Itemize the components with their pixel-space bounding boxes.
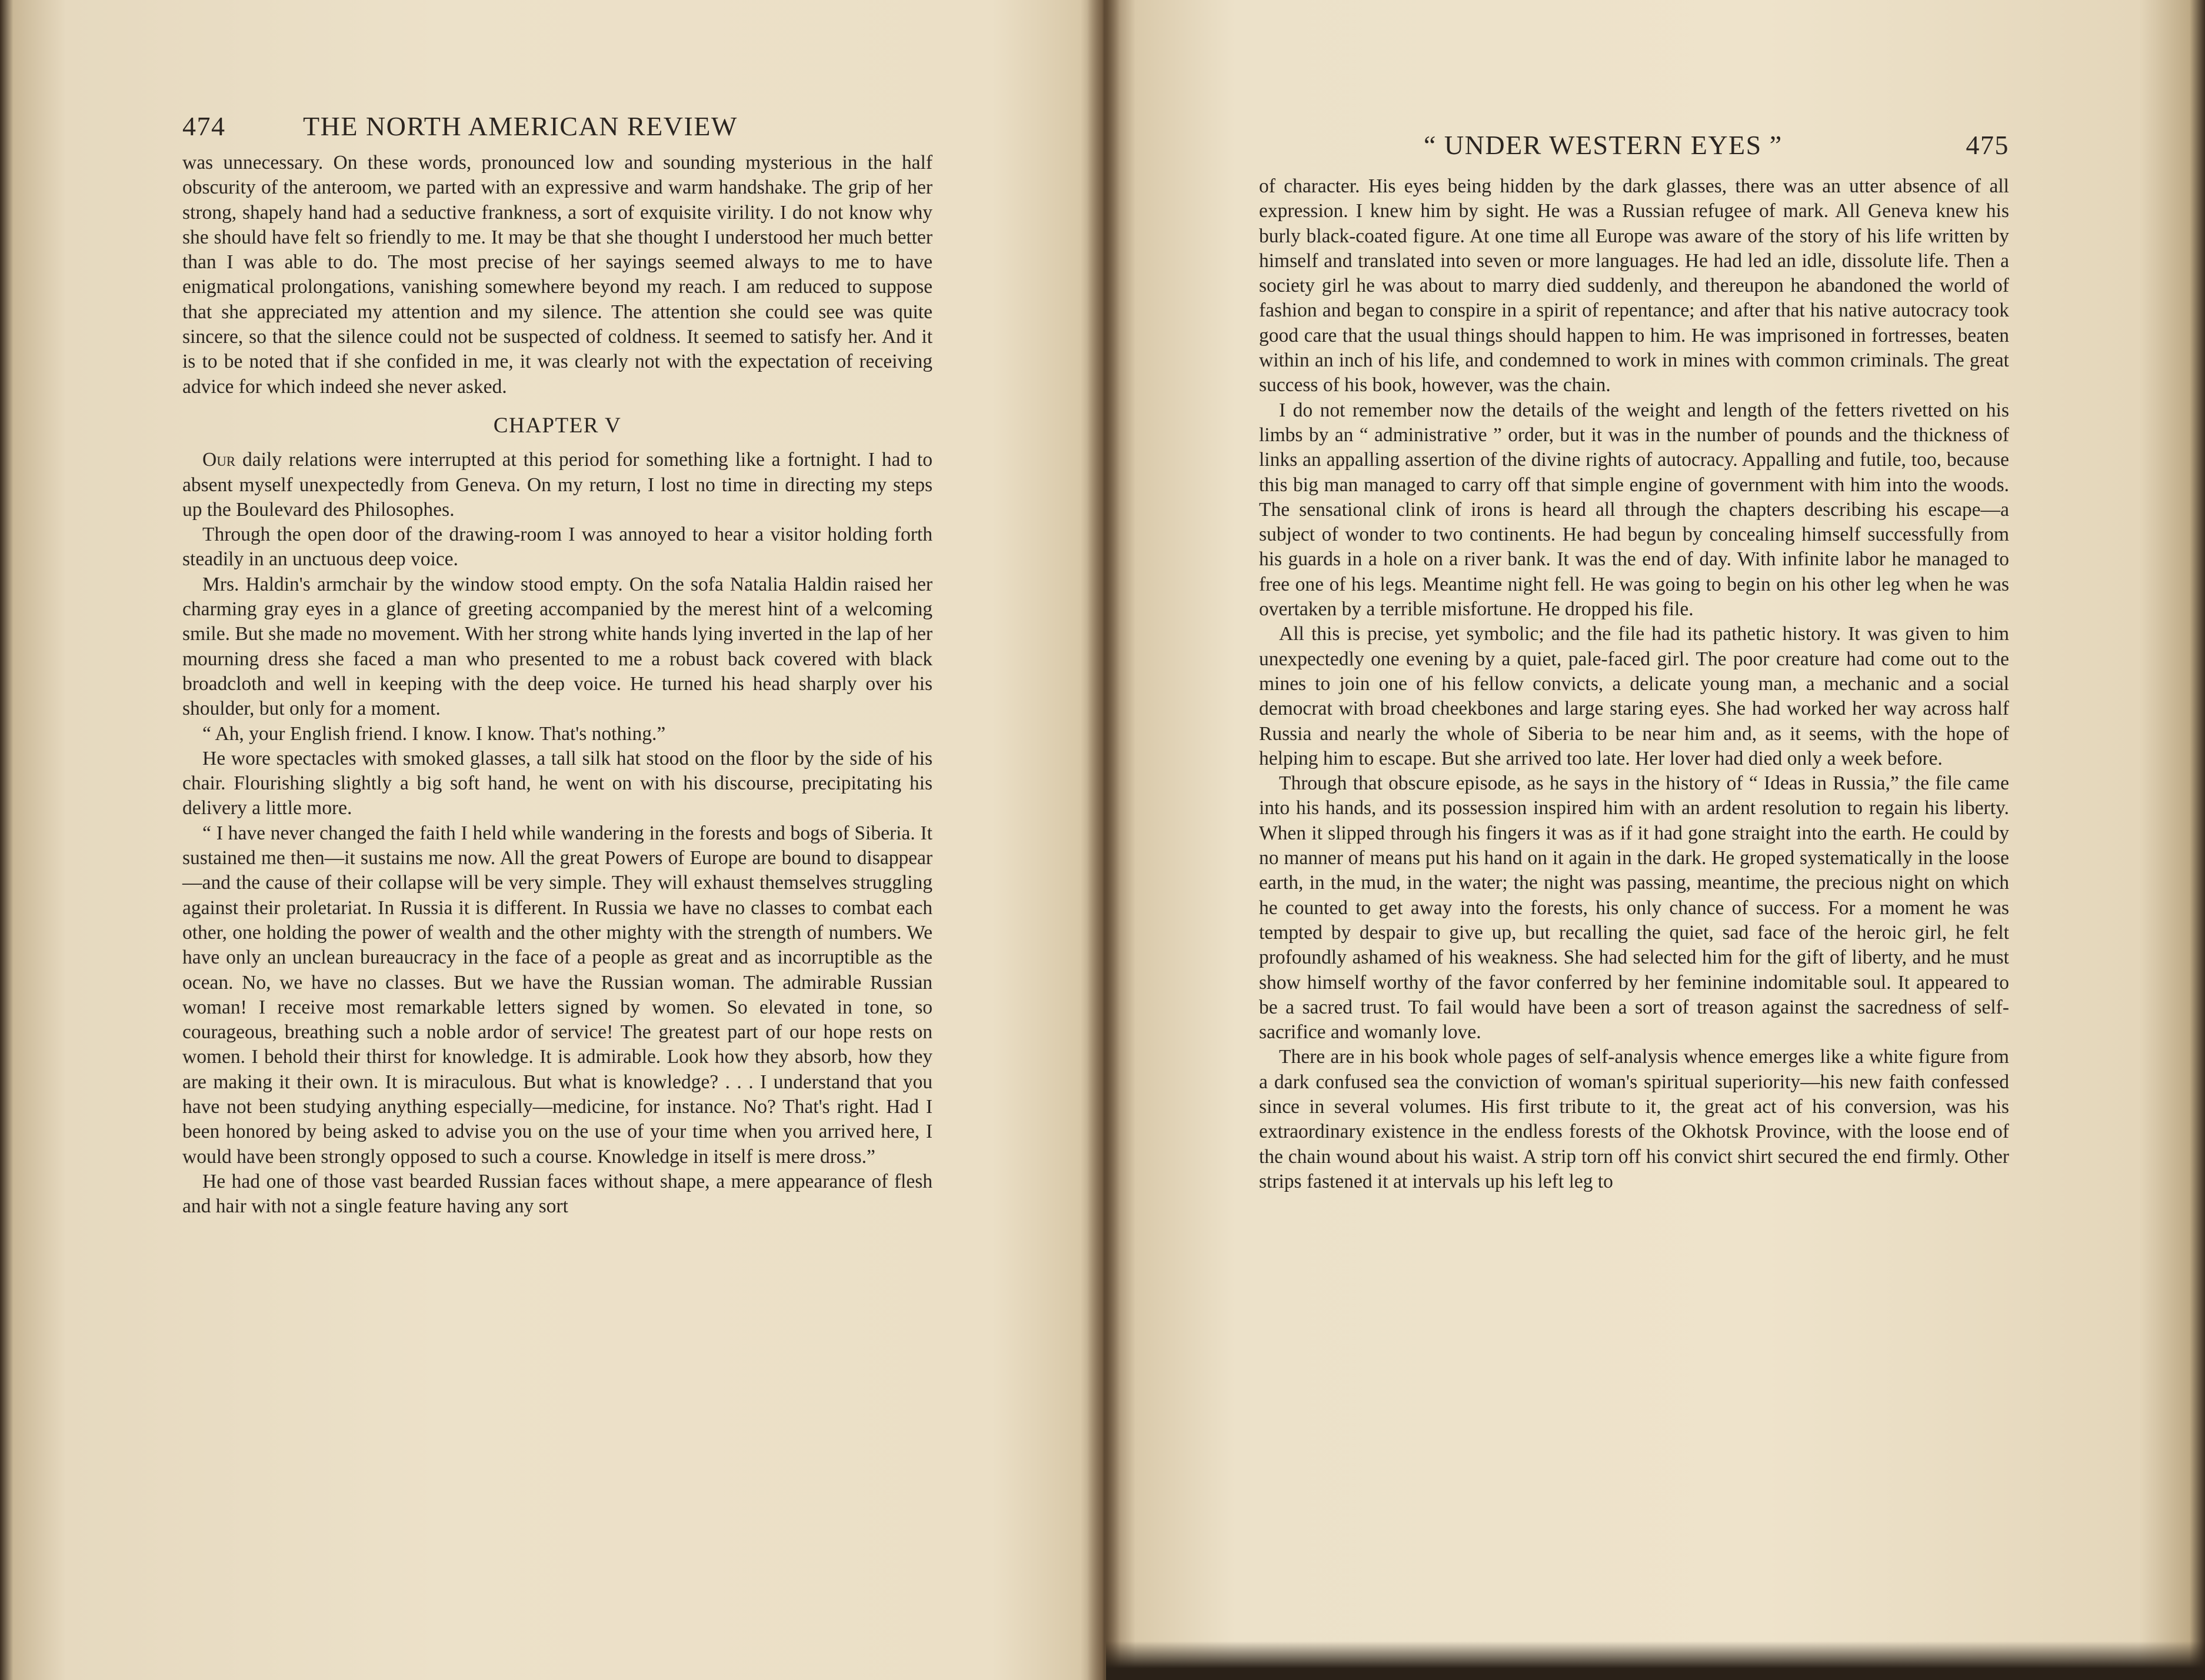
left-page-number: 474 (182, 111, 226, 141)
right-running-head (1259, 129, 2009, 166)
left-paragraph: was unnecessary. On these words, pronounced low and sounding mysterious in the half obscurity of the anteroom, we parted with an expressive and warm handshake. The grip of her strong, shapely hand had a seductive frankness, a sort of exquisite virility. I do not know why she should have felt so friendly to me. It may be that she thought I understood her much better than I was able to do. The most precise of her sayings seemed always to me to have enigmatical prolongations, vanishing somewhere beyond my reach. I am reduced to suppose that she appreciated my attention and my silence. The attention she could see was quite sincere, so that the silence could not be suspected of coldness. It seemed to satisfy her. And it is to be noted that if she confided in me, it was clearly not with the expectation of receiving advice for which indeed she never asked. (182, 152, 932, 398)
chapter-opening-paragraph (182, 448, 932, 522)
page-bottom-shadow (1106, 1641, 2205, 1680)
chapter-opening-word: Our (202, 449, 236, 471)
right-paragraph: I do not remember now the details of the weight and length of the fetters rivetted on his limbs by an “ administrative ” order, but it was in the number of pounds and the thickness of links an appalling assertion of the divine rights of autocracy. Appalling and futile, too, because this big man managed to carry off that simple engine of government with him into the woods. The sensational clink of irons is heard all through the chapters describing his escape—a subject of wonder to two continents. He had begun by concealing himself successfully from his guards in a hole on a river bank. It was the end of day. With infinite labor he managed to free one of his legs. Meantime night fell. He was going to begin on his other leg when he was overtaken by a terrible misfortune. He dropped his file. (1259, 399, 2009, 621)
right-paragraph: All this is precise, yet symbolic; and the file had its pathetic history. It was given to him unexpectedly one evening by a quiet, pale-faced girl. The poor creature had come out to the mines to join one of his fellow convicts, a delicate young man, a mechanic and a social democrat with broad cheekbones and large staring eyes. She had worked her way across half Russia and nearly the whole of Siberia to be near him and, as it seems, with the hope of helping him to escape. But she arrived too late. Her lover had died only a week before. (1259, 623, 2009, 769)
right-paragraph: of character. His eyes being hidden by the dark glasses, there was an utter absence of all expression. I knew him by sight. He was a Russian refugee of mark. All Geneva knew his burly black-coated figure. At one time all Europe was aware of the story of his life written by himself and translated into seven or more languages. He had led an idle, dissolute life. Then a society girl he was about to marry died suddenly, and thereupon he abandoned the world of fashion and began to conspire in a spirit of repentance; and after that his native autocracy took good care that the usual things should happen to him. He was imprisoned in fortresses, beaten within an inch of his life, and condemned to work in mines with common criminals. The great success of his book, however, was the chain. (1259, 175, 2009, 396)
left-running-head (182, 111, 932, 147)
chapter-opening-text: daily relations were interrupted at this period for something like a fortnight. I had to absent myself unexpectedly from Geneva. On my return, I lost no time in directing my steps up the Boulevard des Philosophes. (182, 449, 932, 521)
left-page (182, 111, 932, 1219)
journal-title: THE NORTH AMERICAN REVIEW (303, 111, 738, 141)
right-body-text (1259, 174, 2009, 1194)
chapter-heading: CHAPTER V (493, 413, 622, 438)
right-page (1259, 129, 2009, 1194)
right-paragraph: There are in his book whole pages of self-analysis whence emerges like a white figure from a dark confused sea the conviction of woman's spiritual superiority—his new faith confessed since in several volumes. His first tribute to it, the great act of his conversion, was his extraordinary existence in the endless forests of the Okhotsk Province, with the loose end of the chain wound about his waist. A strip torn off his convict shirt secured the end firmly. Other strips fastened it at intervals up his left leg to (1259, 1046, 2009, 1192)
left-paragraph: “ Ah, your English friend. I know. I know. That's nothing.” (202, 722, 666, 745)
book-gutter (1087, 0, 1120, 1680)
right-page-number: 475 (1966, 130, 2009, 160)
left-body-text (182, 151, 932, 1219)
section-title: “ UNDER WESTERN EYES ” (1424, 130, 1783, 160)
right-paragraph: Through that obscure episode, as he says in the history of “ Ideas in Russia,” the file came into his hands, and its possession inspired him with an ardent resolution to regain his liberty. When it slipped through his fingers it was as if it had gone straight into the earth. He could by no manner of means put his hand on it again in the dark. He groped systematically in the loose earth, in the mud, in the water; the night was passing, meantime, the precious night on which he counted to get away into the forests, his only chance of success. For a moment he was tempted by despair to give up, but recalling the quiet, sad face of the heroic girl, he felt profoundly ashamed of his weakness. She had selected him for the gift of liberty, and he must show himself worthy of the favor conferred by her feminine indomitable soul. It appeared to be a sacred trust. To fail would have been a sort of treason against the sacredness of self-sacrifice and womanly love. (1259, 772, 2009, 1044)
left-paragraph: “ I have never changed the faith I held while wandering in the forests and bogs of Siberia. It sustained me then—it sustains me now. All the great Powers of Europe are bound to disappear—and the cause of their collapse will be very simple. They will exhaust themselves struggling against their proletariat. In Russia it is different. In Russia we have no classes to combat each other, one holding the power of wealth and the other mighty with the strength of numbers. We have only an unclean bureaucracy in the face of a people as great and as incorruptible as the ocean. No, we have no classes. But we have the Russian woman. The admirable Russian woman! I receive most remarkable letters signed by women. So elevated in tone, so courageous, breathing such a noble ardor of service! The greatest part of our hope rests on women. I behold their thirst for knowledge. It is admirable. Look how they absorb, how they are making it their own. It is miraculous. But what is knowledge? . . . I understand that you have not been studying anything especially—medicine, for instance. No? That's right. Had I been honored by being asked to advise you on the use of your time when you arrived here, I would have been strongly opposed to such a course. Knowledge in itself is mere dross.” (182, 822, 932, 1168)
left-paragraph: He wore spectacles with smoked glasses, a tall silk hat stood on the floor by the side of his chair. Flourishing slightly a big soft hand, he went on with his discourse, precipitating his delivery a little more. (182, 747, 932, 819)
left-paragraph: He had one of those vast bearded Russian faces without shape, a mere appearance of flesh and hair with not a single feature having any sort (182, 1170, 932, 1218)
left-paragraph: Mrs. Haldin's armchair by the window stood empty. On the sofa Natalia Haldin raised her charming gray eyes in a glance of greeting accompanied by the merest hint of a welcoming smile. But she made no movement. With her strong white hands lying inverted in the lap of her mourning dress she faced a man who presented to me a robust back covered with black broadcloth and well in keeping with the deep voice. He turned his head sharply over his shoulder, but only for a moment. (182, 573, 932, 720)
left-paragraph: Through the open door of the drawing-room I was annoyed to hear a visitor holding forth steadily in an unctuous deep voice. (182, 524, 932, 571)
